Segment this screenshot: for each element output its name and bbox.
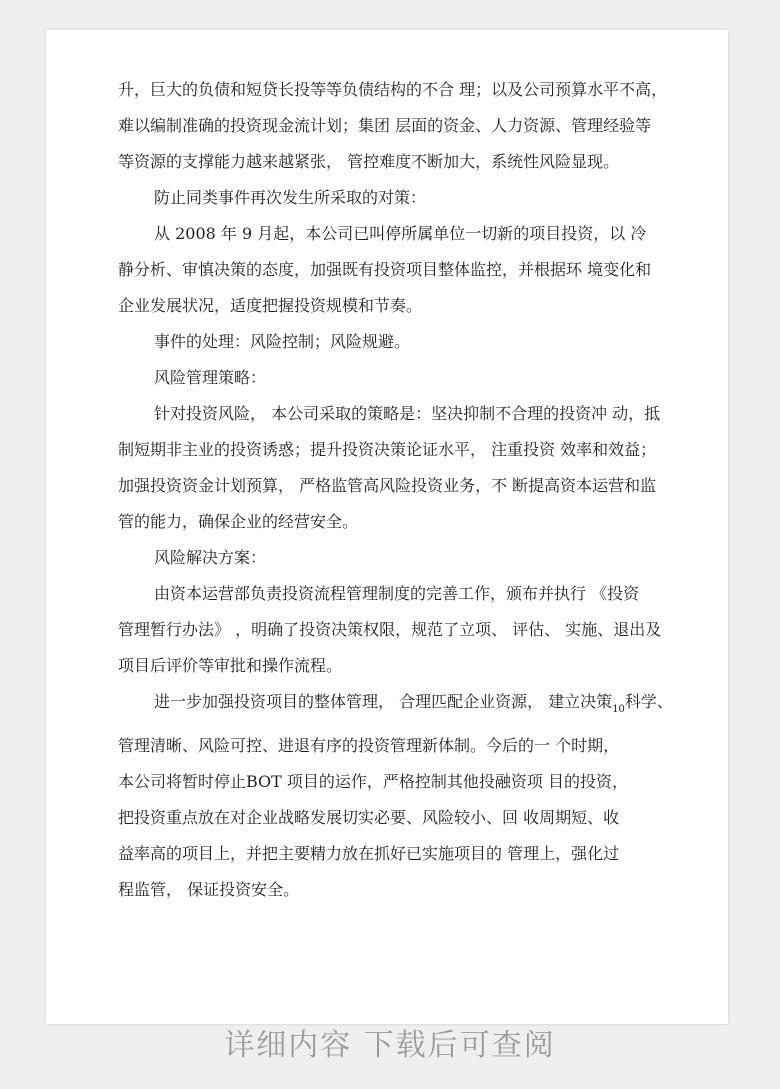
text-line: 防止同类事件再次发生所采取的对策： <box>154 188 427 207</box>
text-line <box>118 684 682 728</box>
text-line: 加强投资资金计划预算， 严格监管高风险投资业务，不 断提高资本运营和监 <box>118 476 657 495</box>
document-body <box>118 72 682 908</box>
paragraph <box>118 684 682 908</box>
text-line: 益率高的项目上，并把主要精力放在抓好已实施项目的 管理上，强化过 <box>118 844 620 863</box>
text-line: 升，巨大的负债和短贷长投等等负债结构的不合 理；以及公司预算水平不高， <box>118 80 668 99</box>
text-line: 制短期非主业的投资诱惑；提升投资决策论证水平， 注重投资 效率和效益； <box>118 440 657 459</box>
text-line: 难以编制准确的投资现金流计划；集团 层面的资金、人力资源、管理经验等 <box>118 116 652 135</box>
document-page <box>46 30 728 1024</box>
text-line: 项目后评价等审批和操作流程。 <box>118 656 343 675</box>
text-segment: 科学、 <box>624 692 673 711</box>
download-hint-text: 详细内容 下载后可查阅 <box>224 1028 556 1063</box>
paragraph <box>118 396 682 540</box>
paragraph <box>118 324 682 360</box>
paragraph <box>118 216 682 324</box>
text-line: 由资本运营部负责投资流程管理制度的完善工作，颁布并执行 《投资 <box>154 584 640 603</box>
text-line: 风险管理策略： <box>154 368 267 387</box>
text-line: 把投资重点放在对企业战略发展切实必要、风险较小、回 收周期短、收 <box>118 808 620 827</box>
text-line: 从 2008 年 9 月起，本公司已叫停所属单位一切新的项目投资，以 冷 <box>154 224 647 243</box>
text-line: 静分析、审慎决策的态度，加强既有投资项目整体监控，并根据环 境变化和 <box>118 260 652 279</box>
text-line: 企业发展状况，适度把握投资规模和节奏。 <box>118 296 423 315</box>
section-heading <box>118 360 682 396</box>
text-line: 程监管， 保证投资安全。 <box>118 880 300 899</box>
section-heading <box>118 540 682 576</box>
text-line: 管理暂行办法》 ，明确了投资决策权限，规范了立项、 评估、 实施、退出及 <box>118 620 662 639</box>
text-line: 本公司将暂时停止BOT 项目的运作，严格控制其他投融资项 目的投资， <box>118 772 629 791</box>
text-line: 风险解决方案： <box>154 548 267 567</box>
page-number: 10 <box>612 704 625 715</box>
paragraph <box>118 72 682 180</box>
paragraph <box>118 180 682 216</box>
text-line: 管理清晰、风险可控、进退有序的投资管理新体制。今后的一 个时期， <box>118 736 620 755</box>
text-line: 事件的处理：风险控制；风险规避。 <box>154 332 411 351</box>
text-line: 等资源的支撑能力越来越紧张， 管控难度不断加大，系统性风险显现。 <box>118 152 620 171</box>
text-segment: 进一步加强投资项目的整体管理， 合理匹配企业资源， 建立决策 <box>154 692 613 711</box>
text-line: 管的能力，确保企业的经营安全。 <box>118 512 359 531</box>
paragraph <box>118 576 682 684</box>
text-line: 针对投资风险， 本公司采取的策略是：坚决抑制不合理的投资冲 动，抵 <box>154 404 661 423</box>
